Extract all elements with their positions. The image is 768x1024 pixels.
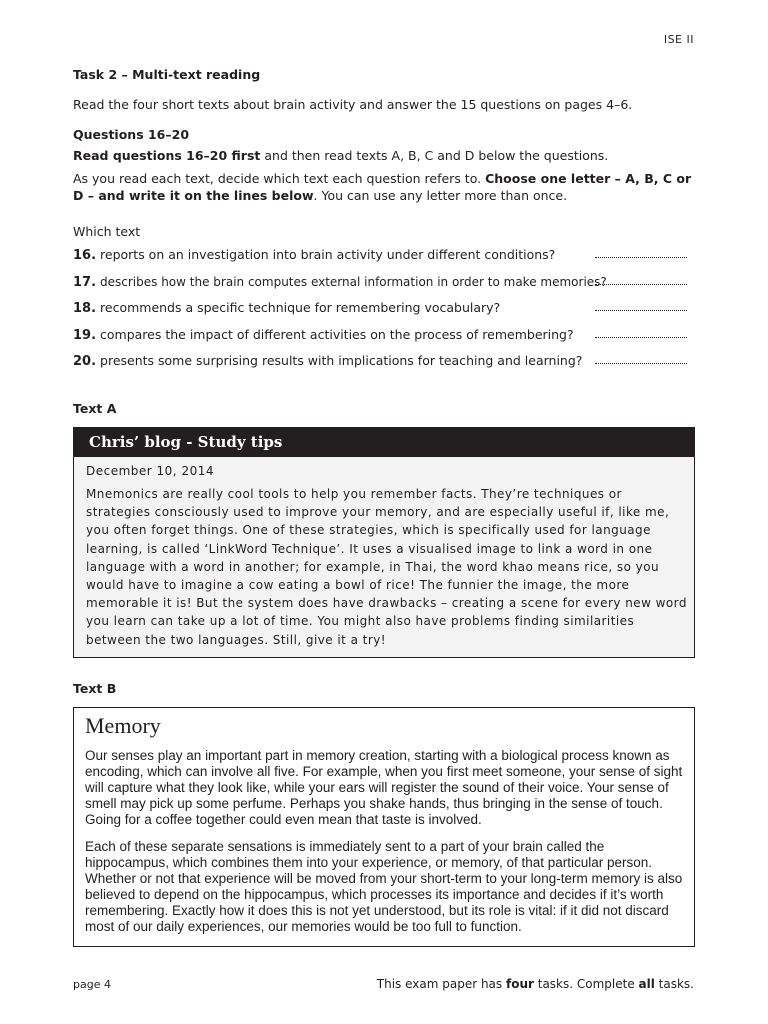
footer-note-bold-2: all xyxy=(638,977,655,991)
question-20 xyxy=(73,353,695,371)
footer-note-post: tasks. xyxy=(654,977,694,991)
instruction-1 xyxy=(73,148,608,163)
instruction-2-bold: Choose one letter – A, B, C or D – and write it on the lines below xyxy=(73,171,692,203)
exam-code: ISE II xyxy=(663,33,694,46)
question-text: reports on an investigation into brain activity under different conditions? xyxy=(100,247,556,262)
footer-note-bold-1: four xyxy=(505,977,534,991)
answer-line-16[interactable] xyxy=(595,257,687,258)
which-text-label: Which text xyxy=(73,224,141,239)
memory-paragraph-1: Our senses play an important part in memory creation, starting with a biological process known as encoding, which can involve all five. For example, when you first meet someone, your sense of sight will capture what they look like, while your ears will register the sound of their voice. Your sense of smell may pick up some perfume. Perhaps you shake hands, thus bringing in the sense of touch. Going for a coffee together could even mean that taste is involved. xyxy=(85,748,683,828)
task-title: Task 2 – Multi-text reading xyxy=(73,67,261,82)
question-text: presents some surprising results with implications for teaching and learning? xyxy=(100,353,583,368)
footer-note xyxy=(377,977,694,991)
instruction-2-pre: As you read each text, decide which text each question refers to. xyxy=(73,171,486,186)
instruction-1-rest: and then read texts A, B, C and D below the questions. xyxy=(260,148,609,163)
text-b-label: Text B xyxy=(73,681,117,696)
blog-date: December 10, 2014 xyxy=(86,464,214,478)
text-a-label: Text A xyxy=(73,401,117,416)
memory-box xyxy=(73,707,695,947)
footer-note-pre: This exam paper has xyxy=(376,977,506,991)
blog-body: Mnemonics are really cool tools to help you remember facts. They’re techniques or strategies consciously used to improve your memory, and are especially useful if, like me, you often forget things. One of these strategies, which is specifically used for language learning, is called ‘LinkWord Technique’. It uses a visualised image to link a word in one language with a word in another; for example, in Thai, the word khao means rice, so you would have to imagine a cow eating a bowl of rice! The funnier the image, the more memorable it is! But the system does have drawbacks – creating a scene for every new word you learn can take up a lot of time. You might also have problems finding similarities between the two languages. Still, give it a try! xyxy=(86,487,687,647)
question-17 xyxy=(73,274,695,292)
question-number: 20. xyxy=(73,354,97,369)
instruction-1-bold: Read questions 16–20 first xyxy=(73,148,261,163)
answer-line-19[interactable] xyxy=(595,337,687,338)
memory-paragraph-2: Each of these separate sensations is immediately sent to a part of your brain called the hippocampus, which combines them into your experience, or memory, of that particular person. Whether or not that experience will be moved from your short-term to your long-term memory is also believed to depend on the hippocampus, which processes its importance and decides if it’s worth remembering. Exactly how it does this is not yet understood, but its role is vital: if it did not discard most of our daily experiences, our memories would be too full to function. xyxy=(85,839,683,935)
instruction-2-post: . You can use any letter more than once. xyxy=(313,188,568,203)
task-intro: Read the four short texts about brain activity and answer the 15 questions on pages 4–6. xyxy=(73,97,633,112)
question-text: describes how the brain computes external information in order to make memories? xyxy=(100,275,607,289)
question-number: 18. xyxy=(73,301,97,316)
blog-box xyxy=(73,427,695,658)
footer-note-mid: tasks. Complete xyxy=(533,977,639,991)
question-18 xyxy=(73,300,695,318)
question-19 xyxy=(73,327,695,345)
instruction-2 xyxy=(73,170,693,204)
question-16 xyxy=(73,247,695,265)
answer-line-20[interactable] xyxy=(595,363,687,364)
question-text: recommends a specific technique for remembering vocabulary? xyxy=(100,300,501,315)
questions-title: Questions 16–20 xyxy=(73,127,190,142)
blog-title: Chris’ blog - Study tips xyxy=(74,428,694,457)
question-number: 19. xyxy=(73,328,97,343)
question-text: compares the impact of different activities on the process of remembering? xyxy=(100,327,574,342)
memory-title: Memory xyxy=(85,713,161,738)
question-number: 17. xyxy=(73,275,97,290)
page-number: page 4 xyxy=(73,978,111,991)
answer-line-17[interactable] xyxy=(595,284,687,285)
question-number: 16. xyxy=(73,248,97,263)
answer-line-18[interactable] xyxy=(595,310,687,311)
